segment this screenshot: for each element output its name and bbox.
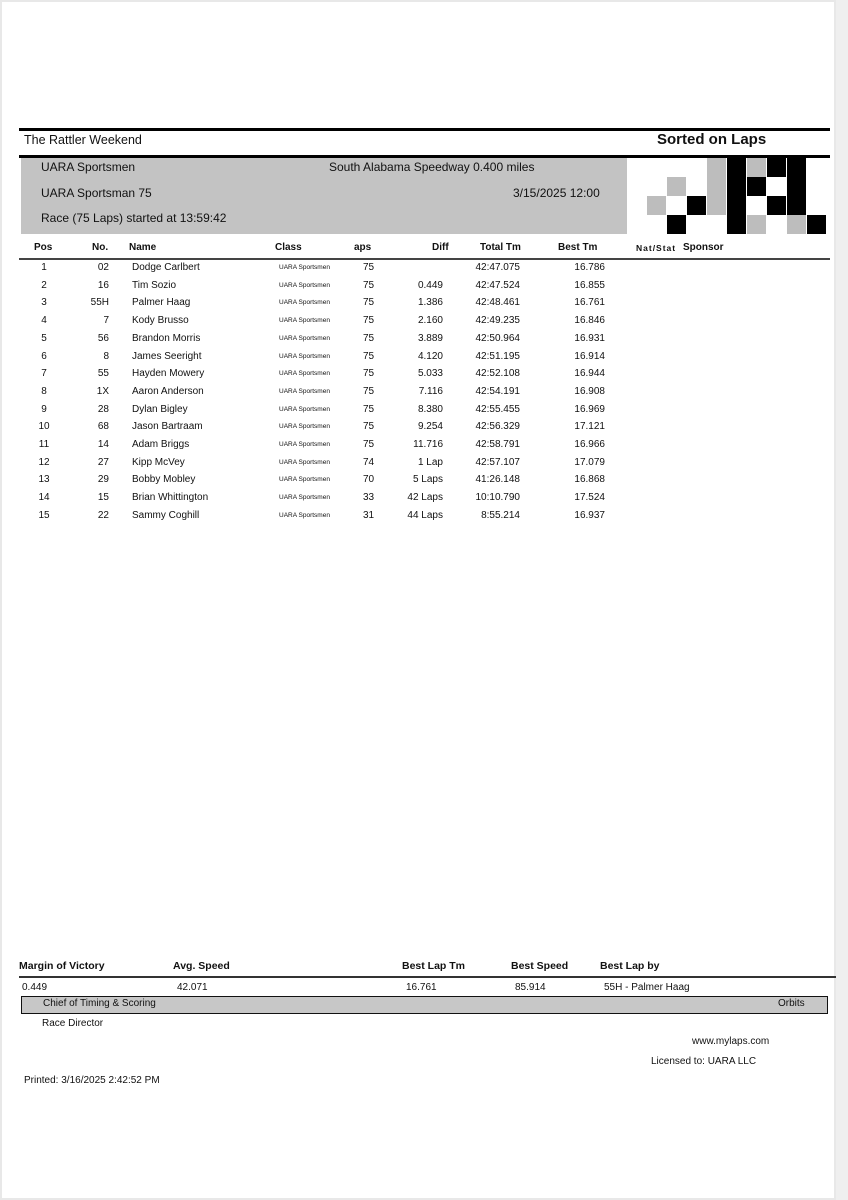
flag-square — [727, 196, 746, 215]
laps-cell: 75 — [363, 315, 375, 327]
flag-square — [807, 215, 826, 234]
laps-cell: 74 — [363, 456, 375, 468]
car-number-cell: 8 — [103, 350, 109, 362]
table-row — [2, 402, 834, 420]
avg-speed-value: 42.071 — [177, 982, 208, 993]
flag-square — [707, 177, 726, 196]
pos-cell: 6 — [41, 350, 47, 362]
diff-cell: 11.716 — [413, 439, 443, 450]
col-pos: Pos — [34, 242, 53, 253]
pos-cell: 12 — [38, 456, 50, 468]
driver-name-cell: Kody Brusso — [132, 315, 189, 327]
col-diff: Diff — [432, 242, 449, 253]
laps-cell: 75 — [363, 439, 375, 450]
driver-name-cell: Dylan Bigley — [132, 403, 188, 415]
driver-name-cell: Bobby Mobley — [132, 474, 196, 486]
pos-cell: 13 — [38, 474, 50, 486]
total-time-cell: 42:47.075 — [475, 262, 520, 273]
col-best: Best Tm — [558, 242, 598, 253]
best-time-cell: 16.944 — [574, 368, 605, 380]
best-time-cell: 16.761 — [574, 297, 605, 309]
flag-square — [707, 196, 726, 215]
page-edge — [836, 0, 848, 1200]
table-row — [2, 295, 834, 313]
best-speed-value: 85.914 — [515, 982, 546, 993]
table-row — [2, 349, 834, 367]
diff-cell: 5.033 — [417, 368, 443, 380]
flag-square — [687, 196, 706, 215]
class-cell: UARA Sportsmen — [279, 441, 330, 448]
table-row — [2, 490, 834, 508]
flag-square — [747, 215, 766, 234]
timing-band — [21, 996, 828, 1014]
flag-square — [647, 215, 666, 234]
flag-square — [687, 177, 706, 196]
laps-cell: 75 — [363, 368, 375, 380]
laps-cell: 31 — [363, 509, 375, 521]
class-cell: UARA Sportsmen — [279, 264, 330, 271]
driver-name-cell: Sammy Coghill — [132, 509, 200, 521]
col-no: No. — [92, 242, 109, 253]
diff-cell: 4.120 — [417, 350, 443, 362]
pos-cell: 5 — [41, 332, 47, 344]
flag-square — [627, 177, 646, 196]
pos-cell: 7 — [41, 368, 47, 380]
col-name: Name — [129, 242, 157, 253]
total-time-cell: 8:55.214 — [481, 509, 520, 521]
car-number-cell: 27 — [97, 456, 109, 468]
table-row — [2, 278, 834, 296]
diff-cell: 42 Laps — [407, 492, 443, 504]
total-time-cell: 42:49.235 — [475, 315, 520, 327]
best-time-cell: 17.121 — [574, 421, 605, 433]
summary-rule — [19, 976, 838, 978]
best-speed-label: Best Speed — [511, 960, 569, 972]
pos-cell: 2 — [41, 279, 47, 291]
table-row — [2, 260, 834, 278]
car-number-cell: 22 — [97, 509, 109, 521]
flag-square — [687, 158, 706, 177]
driver-name-cell: Hayden Mowery — [132, 368, 205, 380]
best-time-cell: 17.524 — [574, 492, 605, 504]
laps-cell: 75 — [363, 262, 375, 273]
table-row — [2, 313, 834, 331]
flag-square — [667, 196, 686, 215]
best-time-cell: 16.937 — [574, 509, 605, 521]
class-cell: UARA Sportsmen — [279, 281, 330, 289]
laps-cell: 75 — [363, 297, 375, 309]
flag-square — [787, 158, 806, 177]
sort-note: Sorted on Laps — [657, 131, 767, 148]
class-cell: UARA Sportsmen — [279, 317, 330, 325]
total-time-cell: 42:57.107 — [475, 456, 520, 468]
race-start: Race (75 Laps) started at 13:59:42 — [41, 211, 227, 225]
driver-name-cell: Aaron Anderson — [132, 385, 204, 397]
car-number-cell: 15 — [97, 492, 109, 504]
flag-square — [787, 196, 806, 215]
diff-cell: 8.380 — [417, 403, 443, 415]
class-group: UARA Sportsmen — [41, 160, 136, 174]
laps-cell: 75 — [363, 421, 375, 433]
flag-square — [767, 215, 786, 234]
flag-square — [727, 215, 746, 234]
flag-square — [787, 177, 806, 196]
car-number-cell: 16 — [97, 279, 109, 291]
class-cell: UARA Sportsmen — [279, 352, 330, 360]
track-name: South Alabama Speedway 0.400 miles — [329, 160, 535, 174]
flag-square — [707, 215, 726, 234]
laps-cell: 75 — [363, 279, 375, 291]
total-time-cell: 42:48.461 — [475, 297, 520, 309]
driver-name-cell: Tim Sozio — [132, 279, 177, 291]
table-row — [2, 455, 834, 473]
flag-square — [667, 177, 686, 196]
pos-cell: 8 — [41, 385, 47, 397]
diff-cell: 1.386 — [417, 297, 443, 309]
flag-square — [747, 196, 766, 215]
flag-square — [767, 177, 786, 196]
race-info-band — [21, 158, 627, 234]
class-cell: UARA Sportsmen — [279, 299, 330, 307]
class-cell: UARA Sportsmen — [279, 494, 330, 502]
class-cell: UARA Sportsmen — [279, 387, 330, 395]
timing-provider: Orbits — [778, 998, 805, 1009]
pos-cell: 11 — [38, 439, 50, 450]
best-lap-by-label: Best Lap by — [600, 960, 660, 972]
avg-speed-label: Avg. Speed — [173, 960, 230, 972]
car-number-cell: 14 — [97, 439, 109, 450]
diff-cell: 1 Lap — [417, 456, 443, 468]
diff-cell: 5 Laps — [412, 474, 443, 486]
flag-square — [627, 215, 646, 234]
flag-square — [747, 177, 766, 196]
flag-square — [767, 158, 786, 177]
pos-cell: 3 — [41, 297, 47, 309]
best-time-cell: 16.966 — [574, 439, 605, 450]
car-number-cell: 55 — [97, 368, 109, 380]
event-title: The Rattler Weekend — [24, 133, 142, 147]
printed-timestamp: Printed: 3/16/2025 2:42:52 PM — [24, 1075, 160, 1086]
col-laps: aps — [354, 242, 372, 253]
total-time-cell: 42:55.455 — [475, 403, 520, 415]
table-row — [2, 437, 834, 455]
driver-name-cell: Adam Briggs — [132, 439, 190, 450]
flag-square — [747, 158, 766, 177]
license-text: Licensed to: UARA LLC — [651, 1056, 757, 1067]
table-row — [2, 508, 834, 526]
total-time-cell: 42:54.191 — [475, 385, 520, 397]
flag-square — [707, 158, 726, 177]
flag-square — [667, 215, 686, 234]
total-time-cell: 42:56.329 — [475, 421, 520, 433]
car-number-cell: 7 — [103, 315, 109, 327]
col-sponsor: Sponsor — [683, 242, 724, 253]
car-number-cell: 56 — [97, 332, 109, 344]
margin-label: Margin of Victory — [19, 960, 105, 972]
laps-cell: 33 — [363, 492, 375, 504]
driver-name-cell: Brandon Morris — [132, 332, 201, 344]
car-number-cell: 29 — [97, 474, 109, 486]
driver-name-cell: Dodge Carlbert — [132, 262, 200, 273]
total-time-cell: 42:51.195 — [475, 350, 520, 362]
flag-square — [687, 215, 706, 234]
timing-label: Chief of Timing & Scoring — [43, 998, 156, 1009]
class-cell: UARA Sportsmen — [279, 370, 330, 378]
car-number-cell: 02 — [97, 262, 109, 273]
car-number-cell: 28 — [97, 403, 109, 415]
best-time-cell: 16.908 — [574, 385, 605, 397]
car-number-cell: 1X — [96, 385, 109, 397]
driver-name-cell: Palmer Haag — [132, 297, 191, 309]
best-time-cell: 16.846 — [574, 315, 605, 327]
flag-square — [807, 177, 826, 196]
best-time-cell: 16.868 — [574, 474, 605, 486]
total-time-cell: 42:58.791 — [475, 439, 520, 450]
col-class: Class — [275, 242, 302, 253]
driver-name-cell: Kipp McVey — [132, 456, 185, 468]
flag-square — [787, 215, 806, 234]
pos-cell: 14 — [38, 492, 50, 504]
laps-cell: 75 — [363, 403, 375, 415]
flag-square — [727, 177, 746, 196]
diff-cell: 2.160 — [417, 315, 443, 327]
checkered-flag-graphic — [627, 158, 829, 234]
best-lap-tm-value: 16.761 — [406, 982, 437, 993]
results-page — [2, 2, 834, 1198]
table-row — [2, 384, 834, 402]
table-row — [2, 366, 834, 384]
race-name: UARA Sportsman 75 — [41, 186, 152, 200]
total-time-cell: 10:10.790 — [475, 492, 520, 504]
best-lap-by-value: 55H - Palmer Haag — [604, 982, 690, 993]
flag-square — [767, 196, 786, 215]
car-number-cell: 55H — [90, 297, 109, 309]
driver-name-cell: James Seeright — [132, 350, 202, 362]
pos-cell: 4 — [41, 315, 47, 327]
best-time-cell: 16.931 — [574, 332, 605, 344]
pos-cell: 10 — [38, 421, 50, 433]
best-time-cell: 16.786 — [574, 262, 605, 273]
best-time-cell: 16.855 — [574, 279, 605, 291]
flag-square — [667, 158, 686, 177]
diff-cell: 9.254 — [417, 421, 443, 433]
diff-cell: 3.889 — [417, 332, 443, 344]
total-time-cell: 42:47.524 — [475, 279, 520, 291]
flag-square — [647, 158, 666, 177]
col-total: Total Tm — [480, 242, 521, 253]
best-time-cell: 16.914 — [574, 350, 605, 362]
pos-cell: 1 — [41, 262, 47, 273]
diff-cell: 7.116 — [418, 385, 443, 397]
flag-square — [627, 196, 646, 215]
pos-cell: 15 — [38, 509, 50, 521]
table-row — [2, 472, 834, 490]
flag-square — [727, 158, 746, 177]
diff-cell: 44 Laps — [407, 509, 443, 521]
laps-cell: 75 — [363, 385, 375, 397]
class-cell: UARA Sportsmen — [279, 423, 330, 431]
flag-square — [647, 177, 666, 196]
margin-value: 0.449 — [22, 982, 48, 993]
total-time-cell: 42:50.964 — [475, 332, 520, 344]
driver-name-cell: Jason Bartraam — [132, 421, 203, 433]
class-cell: UARA Sportsmen — [279, 476, 330, 484]
best-lap-tm-label: Best Lap Tm — [402, 960, 466, 972]
flag-square — [807, 196, 826, 215]
pos-cell: 9 — [41, 403, 47, 415]
class-cell: UARA Sportsmen — [279, 458, 330, 466]
best-time-cell: 17.079 — [574, 456, 605, 468]
class-cell: UARA Sportsmen — [279, 405, 330, 413]
flag-square — [807, 158, 826, 177]
best-time-cell: 16.969 — [574, 403, 605, 415]
race-director-label: Race Director — [42, 1018, 104, 1029]
class-cell: UARA Sportsmen — [279, 511, 330, 519]
race-date-time: 3/15/2025 12:00 — [513, 186, 600, 200]
car-number-cell: 68 — [97, 421, 109, 433]
flag-square — [627, 158, 646, 177]
website-text: www.mylaps.com — [692, 1036, 770, 1047]
total-time-cell: 42:52.108 — [475, 368, 520, 380]
col-natstat: Nat/Stat — [636, 243, 677, 253]
total-time-cell: 41:26.148 — [475, 474, 520, 486]
laps-cell: 70 — [363, 474, 375, 486]
laps-cell: 75 — [363, 332, 375, 344]
driver-name-cell: Brian Whittington — [132, 492, 209, 504]
class-cell: UARA Sportsmen — [279, 334, 330, 342]
laps-cell: 75 — [363, 350, 375, 362]
table-row — [2, 331, 834, 349]
table-row — [2, 419, 834, 437]
flag-square — [647, 196, 666, 215]
diff-cell: 0.449 — [417, 279, 443, 291]
